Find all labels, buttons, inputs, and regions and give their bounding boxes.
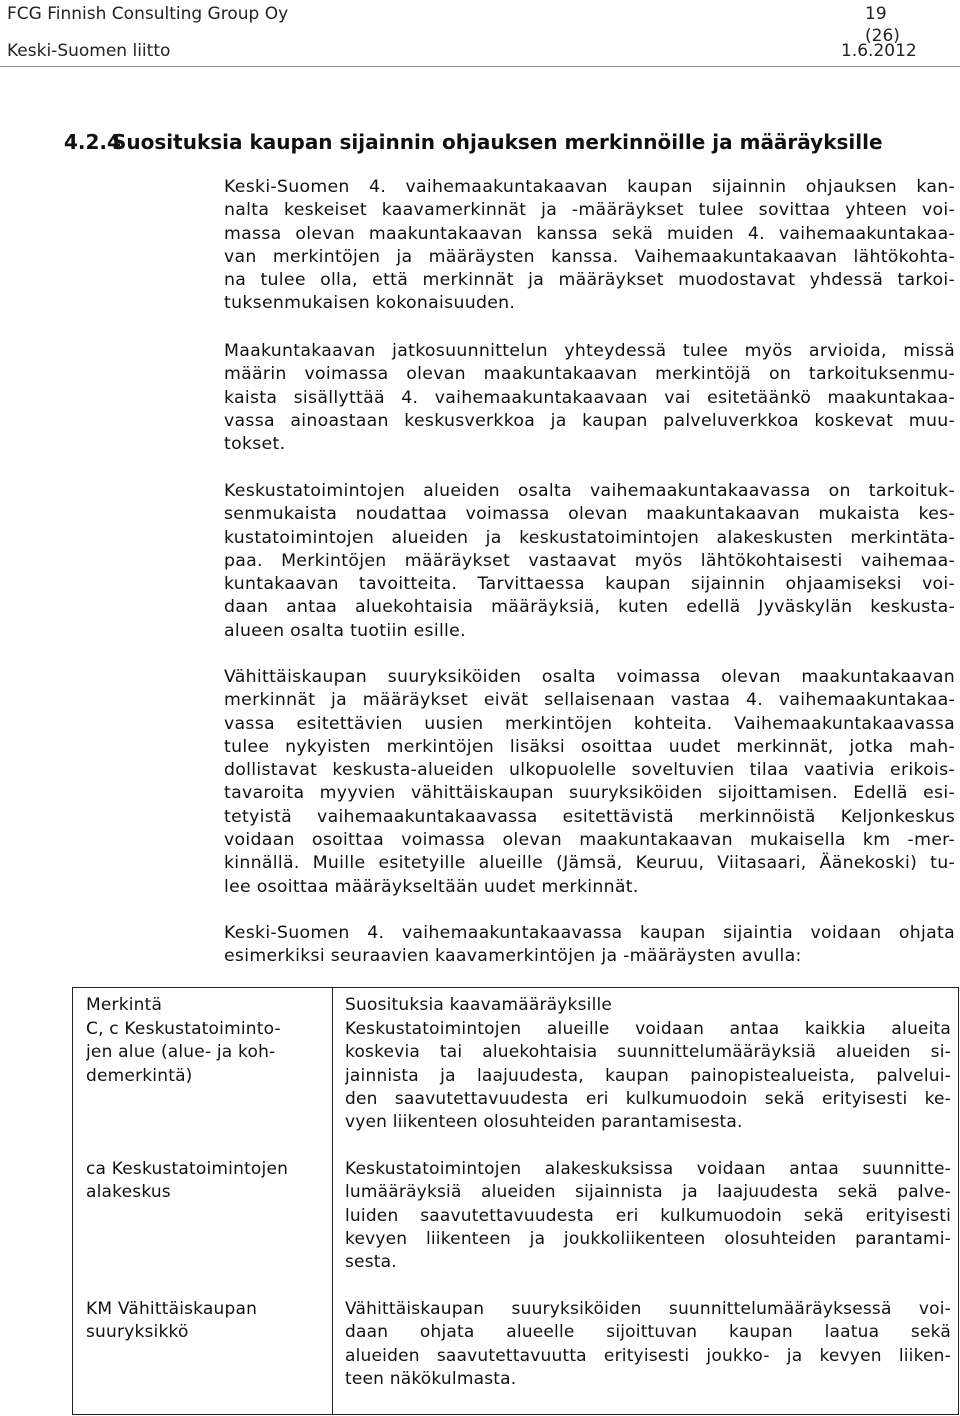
text-line: kaista sisällyttää 4. vaihemaakuntakaavaan vai esitetäänkö maakuntakaa-	[224, 387, 955, 408]
table-row-marking	[86, 1298, 326, 1345]
table-row-recommendation	[345, 1158, 951, 1274]
text-line: kinnällä. Muille esitetyille alueille (Jämsä, Keuruu, Viitasaari, Äänekoski) tu-	[224, 853, 955, 874]
text-line: tavaroita myyvien vähittäiskaupan suuryksiköiden sijoittamisen. Edellä esi-	[224, 783, 955, 804]
text-line: alueen osalta tuotiin esille.	[224, 620, 466, 641]
paragraph	[224, 666, 955, 899]
text-line: Merkintä	[86, 995, 163, 1015]
text-line: tetyistä vaihemaakuntakaavassa esitettävistä merkinnöistä Keljonkeskus	[224, 806, 955, 827]
text-line: van merkintöjen ja määräysten kanssa. Vaihemaakuntakaavan lähtökohta-	[224, 246, 955, 267]
table-row-recommendation	[345, 1298, 951, 1391]
text-line: alakeskus	[86, 1182, 171, 1203]
text-line: kuntakaavan tavoitteita. Tarvittaessa kaupan sijainnin ohjaamiseksi voi-	[224, 574, 955, 595]
recommendations-table	[72, 987, 959, 1415]
text-line: suuryksikkö	[86, 1322, 189, 1343]
text-line: daan ohjata alueelle sijoittuvan kaupan laatua sekä	[345, 1322, 951, 1343]
section-number: 4.2.4	[64, 130, 121, 154]
text-line: teen näkökulmasta.	[345, 1368, 517, 1389]
text-line: paa. Merkintöjen määräykset vastaavat myös lähtökohtaisesti vaihemaa-	[224, 550, 955, 571]
text-line: sesta.	[345, 1252, 397, 1273]
text-line: määrin voimassa olevan maakuntakaavan merkintöjä on tarkoituksenmu-	[224, 364, 955, 385]
text-line: na tulee olla, että merkinnät ja määräykset muodostavat yhdessä tarkoi-	[224, 270, 955, 291]
text-line: Keskustatoimintojen alueille voidaan antaa kaikkia alueita	[345, 1019, 951, 1039]
text-line: vassa ainoastaan keskusverkkoa ja kaupan palveluverkkoa koskevat muu-	[224, 410, 955, 431]
text-line: vassa esitettävien uusien merkintöjen kohteita. Vaihemaakuntakaavassa	[224, 713, 955, 734]
text-line: Keski-Suomen 4. vaihemaakuntakaavassa kaupan sijaintia voidaan ohjata	[224, 923, 955, 943]
text-line: demerkintä)	[86, 1065, 193, 1086]
text-line: Vähittäiskaupan suuryksiköiden osalta voimassa olevan maakuntakaavan	[224, 667, 955, 687]
text-line: lumääräyksiä alueiden sijainnista ja laajuudesta sekä palve-	[345, 1182, 951, 1203]
text-line: Vähittäiskaupan suuryksiköiden suunnittelumääräyksessä voi-	[345, 1299, 951, 1319]
section-heading	[64, 129, 883, 155]
document-date: 1.6.2012	[841, 41, 917, 61]
paragraph	[224, 480, 955, 643]
table-row-marking	[86, 1018, 326, 1088]
text-line: ca Keskustatoimintojen	[86, 1159, 289, 1179]
text-line: vyen liikenteen olosuhteiden parantamisesta.	[345, 1112, 743, 1133]
table-header-marking	[86, 994, 326, 1017]
text-line: tuksenmukaisen kokonaisuuden.	[224, 293, 516, 314]
text-line: tulee nykyisten merkintöjen lisäksi osoittaa uudet merkinnät, jotka mah-	[224, 736, 955, 757]
section-title: Suosituksia kaupan sijainnin ohjauksen merkinnöille ja määräyksille	[112, 130, 883, 154]
text-line: kevyen liikenteen ja joukkoliikenteen olosuhteiden parantami-	[345, 1228, 951, 1249]
text-line: luiden saavutettavuudesta eri kulkumuodoin sekä erityisesti	[345, 1205, 951, 1226]
text-line: Keskustatoimintojen alueiden osalta vaihemaakuntakaavassa on tarkoituk-	[224, 481, 955, 501]
text-line: nalta keskeiset kaavamerkinnät ja -määräykset tulee sovittaa yhteen voi-	[224, 200, 955, 221]
paragraph	[224, 176, 955, 316]
table-header-recommendations	[345, 994, 951, 1017]
text-line: den saavutettavuudesta eri kulkumuodoin sekä erityisesti ke-	[345, 1088, 951, 1109]
table-row-marking	[86, 1158, 326, 1205]
text-line: merkinnät ja määräykset eivät sellaisenaan vastaa 4. vaihemaakuntakaa-	[224, 690, 955, 711]
text-line: senmukaista noudattaa voimassa olevan maakuntakaavan mukaista kes-	[224, 504, 955, 525]
table-column-divider	[332, 988, 333, 1414]
text-line: KM Vähittäiskaupan	[86, 1299, 258, 1319]
text-line: jen alue (alue- ja koh-	[86, 1042, 276, 1063]
text-line: voidaan osoittaa voimassa olevan maakuntakaavan mukaisella km -mer-	[224, 830, 955, 851]
text-line: daan antaa aluekohtaisia määräyksiä, kuten edellä Jyväskylän keskusta-	[224, 597, 955, 618]
paragraph	[224, 340, 955, 456]
text-line: jainnista ja laajuudesta, kaupan painopistealueista, palvelui-	[345, 1065, 951, 1086]
table-row-recommendation	[345, 1018, 951, 1134]
client-name: Keski-Suomen liitto	[7, 41, 171, 61]
text-line: C, c Keskustatoiminto-	[86, 1019, 281, 1039]
paragraph	[224, 922, 955, 969]
text-line: esimerkiksi seuraavien kaavamerkintöjen ja -määräysten avulla:	[224, 946, 802, 967]
text-line: massa olevan maakuntakaavan kanssa sekä muiden 4. vaihemaakuntakaa-	[224, 223, 955, 244]
text-line: lee osoittaa määräykseltään uudet merkinnät.	[224, 876, 639, 897]
text-line: dollistavat keskusta-alueiden ulkopuolelle soveltuvien tilaa vaativia erikois-	[224, 760, 955, 781]
header-divider	[0, 66, 960, 67]
text-line: Keski-Suomen 4. vaihemaakuntakaavan kaupan sijainnin ohjauksen kan-	[224, 177, 955, 197]
text-line: koskevia tai aluekohtaisia suunnittelumääräyksiä alueiden si-	[345, 1042, 951, 1063]
company-name: FCG Finnish Consulting Group Oy	[7, 4, 289, 24]
text-line: alueiden saavutettavuutta erityisesti joukko- ja kevyen liiken-	[345, 1345, 951, 1366]
text-line: tokset.	[224, 434, 286, 455]
text-line: Maakuntakaavan jatkosuunnittelun yhteydessä tulee myös arvioida, missä	[224, 341, 955, 361]
text-line: kustatoimintojen alueiden ja keskustatoimintojen alakeskusten merkintäta-	[224, 527, 955, 548]
text-line: Suosituksia kaavamääräyksille	[345, 995, 613, 1015]
text-line: Keskustatoimintojen alakeskuksissa voidaan antaa suunnitte-	[345, 1159, 951, 1179]
page-number: 19 (26)	[865, 4, 900, 46]
